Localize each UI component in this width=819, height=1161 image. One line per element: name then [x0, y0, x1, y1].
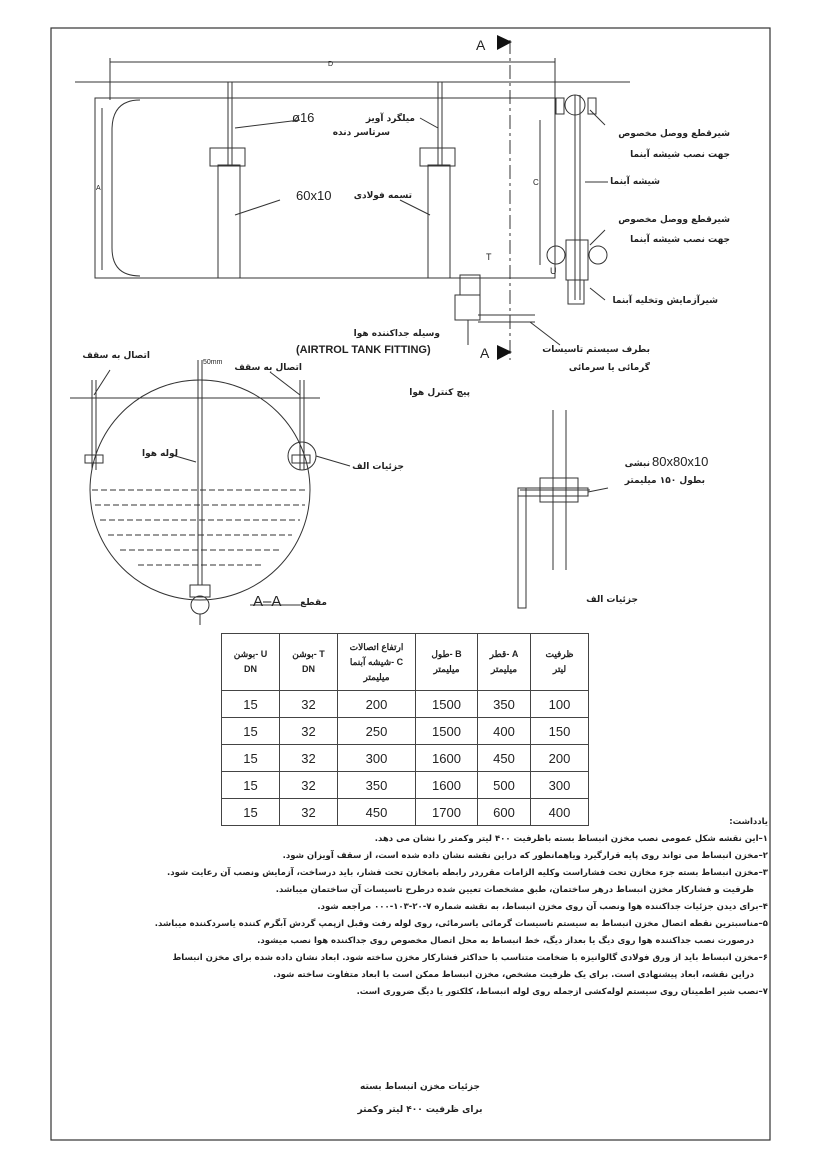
section-name: A–A — [253, 593, 282, 610]
cell: 1500 — [416, 718, 478, 745]
detail-title: جزئیات الف — [586, 595, 638, 605]
strap-size: 60x10 — [296, 188, 332, 203]
rod-label: میلگرد آویز — [365, 114, 415, 124]
label-t: T — [486, 252, 492, 262]
ceiling-left-label: اتصال به سقف — [82, 351, 150, 361]
valve-bottom-label-2: جهت نصب شیشه آبنما — [630, 235, 730, 245]
cell: 500 — [478, 772, 531, 799]
note-line: دراین نقشه، ابعاد پیشنهادی است. برای یک ظرفیت مشخص، مخزن انبساط ممکن است با ابعاد متفاوت ساخته شود. — [273, 970, 754, 980]
note-line: درصورت نصب جداکننده هوا روی دیگ یا بعداز دیگ، خط انبساط به محل اتصال مخصوص روی جداکننده هوا نصب میشود. — [257, 936, 754, 946]
header-capacity: ظرفیت لیتر — [531, 634, 589, 691]
cell: 32 — [280, 718, 338, 745]
header-b: طول- B میلیمتر — [416, 634, 478, 691]
dimension-50mm: 50mm — [203, 359, 223, 366]
cell: 1600 — [416, 772, 478, 799]
detail-ref-label: جزئیات الف — [352, 462, 404, 472]
cell: 1600 — [416, 745, 478, 772]
strap-label: تسمه فولادی — [353, 191, 412, 201]
note-line: ۷–نصب شیر اطمینان روی سیستم لوله‌کشی ازجمله روی لوله انبساط، کلکتور یا دیگ ضروری است. — [356, 987, 768, 997]
cell: 300 — [531, 772, 589, 799]
capacity-table — [221, 633, 589, 826]
cell: 600 — [478, 799, 531, 826]
table-row — [222, 772, 589, 799]
cell: 150 — [531, 718, 589, 745]
table-row — [222, 745, 589, 772]
tank-section — [70, 360, 350, 625]
ceiling-right-label: اتصال به سقف — [234, 363, 302, 373]
cell: 32 — [280, 745, 338, 772]
cell: 450 — [338, 799, 416, 826]
notes-heading: یادداشت: — [729, 817, 768, 827]
section-label: مقطع — [300, 598, 327, 608]
cell: 400 — [478, 718, 531, 745]
header-t: بوشن- T DN — [280, 634, 338, 691]
cell: 100 — [531, 691, 589, 718]
valve-top-label-2: جهت نصب شیشه آبنما — [630, 150, 730, 160]
cell: 200 — [338, 691, 416, 718]
section-mark-bottom: A — [480, 345, 490, 361]
dimension-a: A — [96, 185, 101, 192]
header-a: قطر- A میلیمتر — [478, 634, 531, 691]
cell: 400 — [531, 799, 589, 826]
to-system-label-2: گرمائی یا سرمائی — [568, 363, 650, 373]
note-line: ۲–مخزن انبساط می تواند روی پایه قرارگیرد ویاهمانطور که دراین نقشه نشان داده شده است، از سقف آویزان شود. — [282, 851, 768, 861]
section-mark-top: A — [476, 37, 486, 53]
tank-elevation — [75, 40, 630, 360]
valve-top-label: شیرقطع ووصل مخصوص — [618, 129, 730, 139]
note-line: ۳–مخزن انبساط بسته جزء مخازن تحت فشاراست وکلیه الزامات مقرردر رابطه بامخازن تحت فشار، باید درساخت، آزمایش ونصب آن رعایت شود. — [167, 868, 768, 878]
rod-label-2: سرتاسر دنده — [332, 128, 390, 138]
gauge-glass-label: شیشه آبنما — [610, 177, 660, 187]
angle-size: 80x80x10 — [652, 454, 709, 469]
note-line: ۱–این نقشه شکل عمومی نصب مخزن انبساط بسته باظرفیت ۴۰۰ لیتر وکمتر را نشان می دهد. — [374, 834, 768, 844]
footer-subtitle: برای ظرفیت ۴۰۰ لیتر وکمتر — [357, 1105, 483, 1115]
air-separator-label: وسیله جداکننده هوا — [353, 329, 440, 339]
cell: 15 — [222, 745, 280, 772]
cell: 15 — [222, 772, 280, 799]
cell: 32 — [280, 799, 338, 826]
air-pipe-label: لوله هوا — [142, 449, 178, 459]
note-line: ۶–مخزن انبساط باید از ورق فولادی گالوانیزه با ضخامت متناسب با حداکثر فشارکار مخزن ساخته شود. ابعاد نشان داده شده برای مخزن انبساط — [172, 953, 768, 963]
cell: 15 — [222, 691, 280, 718]
cell: 450 — [478, 745, 531, 772]
table-header-row — [222, 634, 589, 691]
cell: 32 — [280, 772, 338, 799]
table-row — [222, 691, 589, 718]
dimension-d: D — [328, 61, 334, 68]
cell: 15 — [222, 799, 280, 826]
cell: 200 — [531, 745, 589, 772]
rod-size: ø16 — [292, 110, 315, 125]
cell: 300 — [338, 745, 416, 772]
cell: 1700 — [416, 799, 478, 826]
table-row — [222, 718, 589, 745]
detail-a-drawing — [518, 410, 608, 608]
notes-section — [154, 814, 768, 1001]
airtrol-label: (AIRTROL TANK FITTING) — [296, 344, 431, 356]
cell: 32 — [280, 691, 338, 718]
drain-valve-label: شیرآزمایش وتخلیه آبنما — [612, 296, 718, 306]
label-u: U — [550, 266, 557, 276]
valve-bottom-label: شیرقطع ووصل مخصوص — [618, 215, 730, 225]
dimension-c: C — [533, 178, 539, 187]
cell: 15 — [222, 718, 280, 745]
header-u: بوشن- U DN — [222, 634, 280, 691]
note-line: ۵–مناسبترین نقطه اتصال مخزن انبساط به سیستم تاسیسات گرمائی یاسرمائی، روی لوله رفت وقبل ازپمپ گردش آبگرم کننده یاسردکننده میباشد. — [154, 919, 768, 929]
note-line: ۴–برای دیدن جزئیات جداکننده هوا ونصب آن روی مخزن انبساط، به نقشه شماره ۷-۲۰-۱۰۳-۰۰۰ مراجعه شود. — [317, 902, 768, 912]
cell: 1500 — [416, 691, 478, 718]
tank-end-cap — [112, 100, 140, 276]
angle-label: نبشی — [624, 459, 650, 469]
cell: 250 — [338, 718, 416, 745]
angle-length: بطول ۱۵۰ میلیمتر — [624, 476, 705, 486]
air-screw-label: پیچ کنترل هوا — [409, 388, 470, 398]
cell: 350 — [338, 772, 416, 799]
note-line: ظرفیت و فشارکار مخزن انبساط درهر ساختمان، طبق مشخصات تعیین شده درطرح تاسیسات آن ساختمان میباشد. — [275, 885, 754, 895]
footer-title: جزئیات مخزن انبساط بسته — [360, 1082, 480, 1092]
header-c: ارتفاع اتصالات شیشه آبنما- C میلیمتر — [338, 634, 416, 691]
to-system-label: بطرف سیستم تاسیسات — [542, 345, 650, 355]
cell: 350 — [478, 691, 531, 718]
